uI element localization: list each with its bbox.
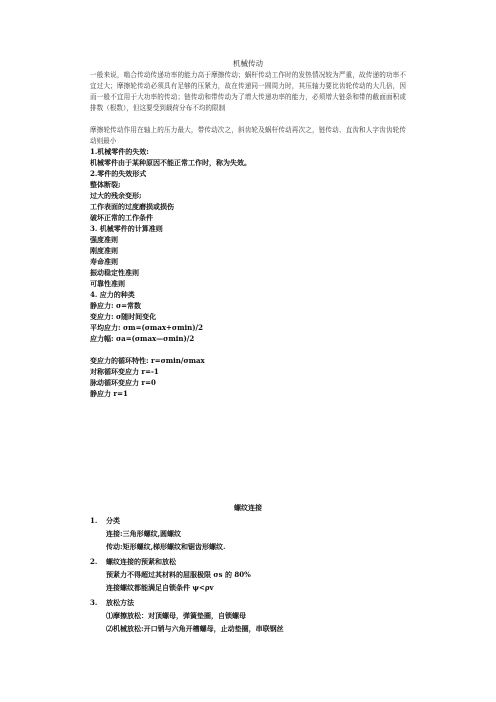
paragraph-1: 一般来说，啮合传动传递功率的能力高于摩擦传动；蜗杆传动工作时的发热情况较为严重，故传递的功率不宜过大；摩擦轮传动必须具有足够的压紧力，故在传递同一圆周力时，其压轴力要比齿轮传动的大几倍，因而一般不宜用于大功率的传动；链传动和带传动为了增大传递功率的能力，必须增大链条和带的截面面积或排数（根数），但这要受到载荷分布不均的限制 <box>90 71 406 112</box>
line-cycle-ratio: 变应力的循环特性: r=σmin/σmax <box>90 356 205 365</box>
line-failure-def: 机械零件由于某种原因不能正常工作时，称为失效。 <box>90 158 251 167</box>
line-static-r: 静应力 r=1 <box>90 389 128 398</box>
paragraph-2: 摩擦轮传动作用在轴上的压力最大，带传动次之，斜齿轮及蜗杆传动再次之，链传动、直齿和人字齿齿轮传动则最小 <box>90 126 406 145</box>
item-text: 放松方法 <box>106 598 134 607</box>
item-text: 螺纹连接的预紧和放松 <box>106 557 176 566</box>
line-static-stress: 静应力: σ=常数 <box>90 301 142 310</box>
item-text: ⑵机械放松:开口销与六角开槽螺母，止动垫圈，串联钢丝 <box>106 624 284 633</box>
line-strength: 强度准则 <box>90 235 118 244</box>
line-vibration: 振动稳定性准则 <box>90 268 139 277</box>
line-conditions: 破坏正常的工作条件 <box>90 213 153 222</box>
line-wear: 工作表面的过度磨损或损伤 <box>90 202 174 211</box>
line-failure-forms: 2.零件的失效形式 <box>90 169 147 178</box>
line-stiffness: 刚度准则 <box>90 246 118 255</box>
section-title-thread: 螺纹连接 <box>234 503 262 512</box>
item-number: 3. <box>90 598 98 607</box>
item-number: 2. <box>90 557 98 566</box>
line-stress-types: 4. 应力的种类 <box>90 290 135 299</box>
line-failure-heading: 1.机械零件的失效: <box>90 147 149 156</box>
line-fracture: 整体断裂; <box>90 180 121 189</box>
line-stress-amplitude: 应力幅: σa=(σmax—σmin)/2 <box>90 334 195 343</box>
item-text: 传动:矩形螺纹,梯形螺纹和锯齿形螺纹. <box>106 542 226 551</box>
item-number: 1. <box>90 516 98 525</box>
line-variable-stress: 变应力: σ随时间变化 <box>90 312 157 321</box>
item-text: 连接螺纹都能满足自锁条件 ψ<ρv <box>106 583 214 592</box>
doc-title: 机械传动 <box>233 59 263 68</box>
item-text: 连接:三角形螺纹,圆螺纹 <box>106 529 182 538</box>
item-text: 预紧力不得超过其材料的屈服极限 σs 的 80% <box>106 570 251 579</box>
item-text: 分类 <box>106 516 120 525</box>
line-reliability: 可靠性准则 <box>90 279 125 288</box>
line-mean-stress: 平均应力: σm=(σmax+σmin)/2 <box>90 323 203 332</box>
line-criteria-heading: 3. 机械零件的计算准则 <box>90 224 163 233</box>
line-deformation: 过大的残余变形; <box>90 191 142 200</box>
item-text: ⑴摩擦放松：对顶螺母，弹簧垫圈，自锁螺母 <box>106 611 246 620</box>
line-pulsating: 脉动循环变应力 r=0 <box>90 378 156 387</box>
line-symmetric: 对称循环变应力 r=-1 <box>90 367 159 376</box>
line-life: 寿命准则 <box>90 257 118 266</box>
